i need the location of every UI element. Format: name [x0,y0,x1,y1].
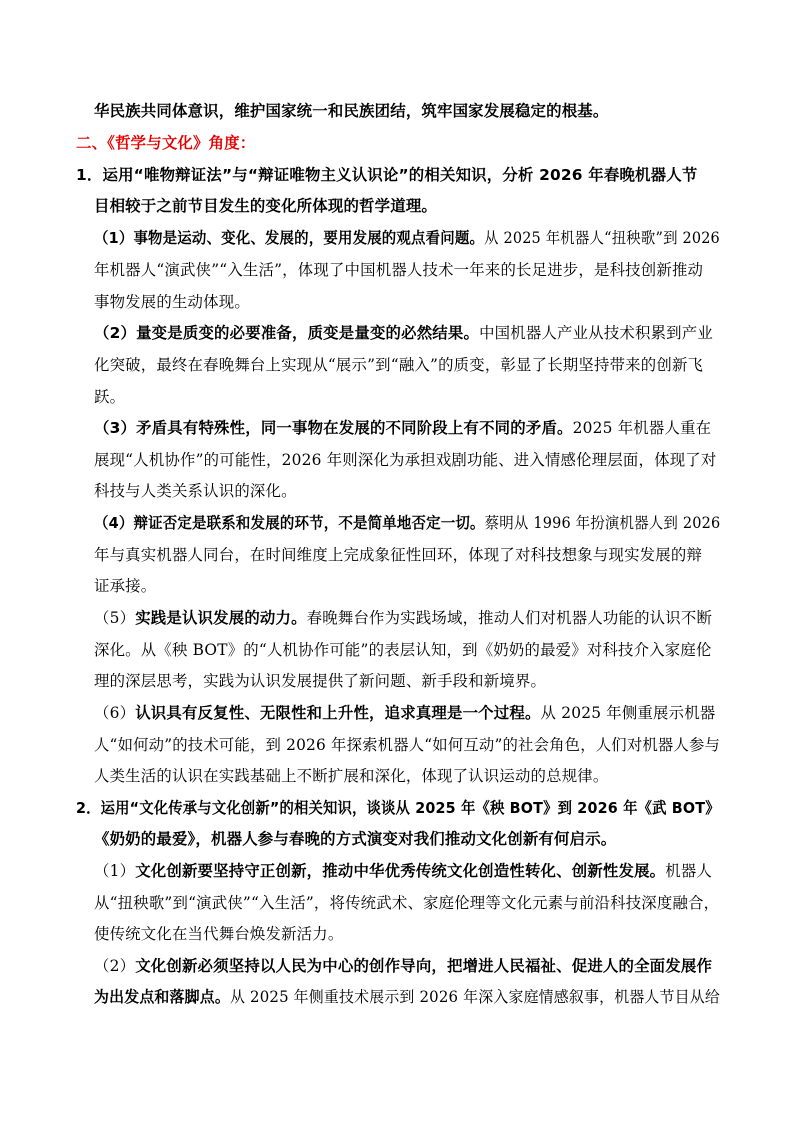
point-body: 机器人 [665,862,713,880]
point-4 [94,513,720,533]
point-1 [94,228,720,248]
point-heading: （4）辩证否定是联系和发展的环节，不是简单地否定一切。 [94,514,485,532]
paragraph-line [94,640,712,660]
paragraph-line [94,766,609,786]
point-body: 春晚舞台作为实践场域，推动人们对机器人功能的认识不断 [306,609,713,627]
q2-point-2 [94,956,712,976]
point-heading: 认识具有反复性、无限性和上升性，追求真理是一个过程。 [135,704,541,722]
point-heading: 为出发点和落脚点。 [94,988,230,1006]
point-number: （5） [94,609,136,627]
question-1-title [76,165,697,185]
point-5 [94,608,712,628]
question-text: 2．运用“文化传承与文化创新”的相关知识，谈谈从 2025 年《秧 BOT》到 2026 年《武 BOT》 [76,799,720,817]
body-text: 人类生活的认识在实践基础上不断扩展和深化，体现了认识运动的总规律。 [94,767,609,785]
body-text: 证承接。 [94,577,157,595]
body-text: 年与真实机器人同台，在时间维度上完成象征性回环，体现了对科技想象与现实发展的辩 [94,546,703,564]
point-body: 2025 年机器人重在 [572,419,712,437]
point-6 [94,703,715,723]
point-body: 从 2025 年侧重技术展示到 2026 年深入家庭情感叙事，机器人节目从给 [229,988,720,1006]
paragraph-line [94,893,719,913]
paragraph-line [94,671,546,691]
point-3 [94,418,711,438]
point-number: （1） [94,862,136,880]
question-text: 《奶奶的最爱》，机器人参与春晚的方式演变对我们推动文化创新有何启示。 [94,830,617,848]
paragraph-line [94,355,703,375]
question-2-title-cont [94,829,616,849]
body-text: 从“扭秧歌”到“演武侠”“入生活”，将传统武术、家庭伦理等文化元素与前沿科技深度融合， [94,894,720,912]
paragraph-line [94,924,343,944]
point-number: （2） [94,957,136,975]
question-2-title [76,798,720,818]
body-text: 科技与人类关系认识的深化。 [94,482,297,500]
body-text: 使传统文化在当代舞台焕发新活力。 [94,925,344,943]
body-text: 理的深层思考，实践为认识发展提供了新问题、新手段和新境界。 [94,672,547,690]
point-heading: 实践是认识发展的动力。 [135,609,307,627]
section-heading-text: 二、《哲学与文化》角度： [76,134,256,152]
body-text: 跃。 [94,388,126,406]
question-1-title-cont [94,196,437,216]
body-text: 人“如何动”的技术可能，到 2026 年探索机器人“如何互动”的社会角色，人们对机器人参与 [94,736,721,754]
point-body: 从 2025 年侧重展示机器 [540,704,716,722]
point-body: 中国机器人产业从技术积累到产业 [479,324,713,342]
paragraph-line [94,292,250,312]
paragraph-line [94,987,720,1007]
point-body: 蔡明从 1996 年扮演机器人到 2026 [484,514,721,532]
point-heading: （1）事物是运动、变化、发展的，要用发展的观点看问题。 [94,229,485,247]
point-body: 从 2025 年机器人“扭秧歌”到 2026 [484,229,720,247]
paragraph-line [94,576,156,596]
paragraph-line [94,450,716,470]
point-heading: （3）矛盾具有特殊性，同一事物在发展的不同阶段上有不同的矛盾。 [94,419,573,437]
point-number: （6） [94,704,136,722]
body-text: 深化。从《秧 BOT》的“人机协作可能”的表层认知，到《奶奶的最爱》对科技介入家庭伦 [94,641,712,659]
paragraph-line [94,735,720,755]
body-text: 事物发展的生动体现。 [94,293,250,311]
paragraph-line [94,101,609,121]
point-heading: 文化创新必须坚持以人民为中心的创作导向，把增进人民福祉、促进人的全面发展作 [135,957,713,975]
body-text: 年机器人“演武侠”“入生活”，体现了中国机器人技术一年来的长足进步，是科技创新推动 [94,261,704,279]
section-heading [76,133,255,153]
question-text: 1．运用“唯物辩证法”与“辩证唯物主义认识论”的相关知识，分析 2026 年春晚机器人节 [76,166,698,184]
bold-text: 华民族共同体意识，维护国家统一和民族团结，筑牢国家发展稳定的根基。 [94,102,609,120]
paragraph-line [94,387,125,407]
body-text: 展现“人机协作”的可能性，2026 年则深化为承担戏剧功能、进入情感伦理层面，体现了对 [94,451,717,469]
paragraph-line [94,481,297,501]
point-heading: （2）量变是质变的必要准备，质变是量变的必然结果。 [94,324,480,342]
paragraph-line [94,260,703,280]
body-text: 化突破，最终在春晚舞台上实现从“展示”到“融入”的质变，彰显了长期坚持带来的创新飞 [94,356,704,374]
paragraph-line [94,545,702,565]
point-2 [94,323,713,343]
question-text: 目相较于之前节目发生的变化所体现的哲学道理。 [94,197,437,215]
point-heading: 文化创新要坚持守正创新，推动中华优秀传统文化创造性转化、创新性发展。 [135,862,666,880]
q2-point-1 [94,861,712,881]
